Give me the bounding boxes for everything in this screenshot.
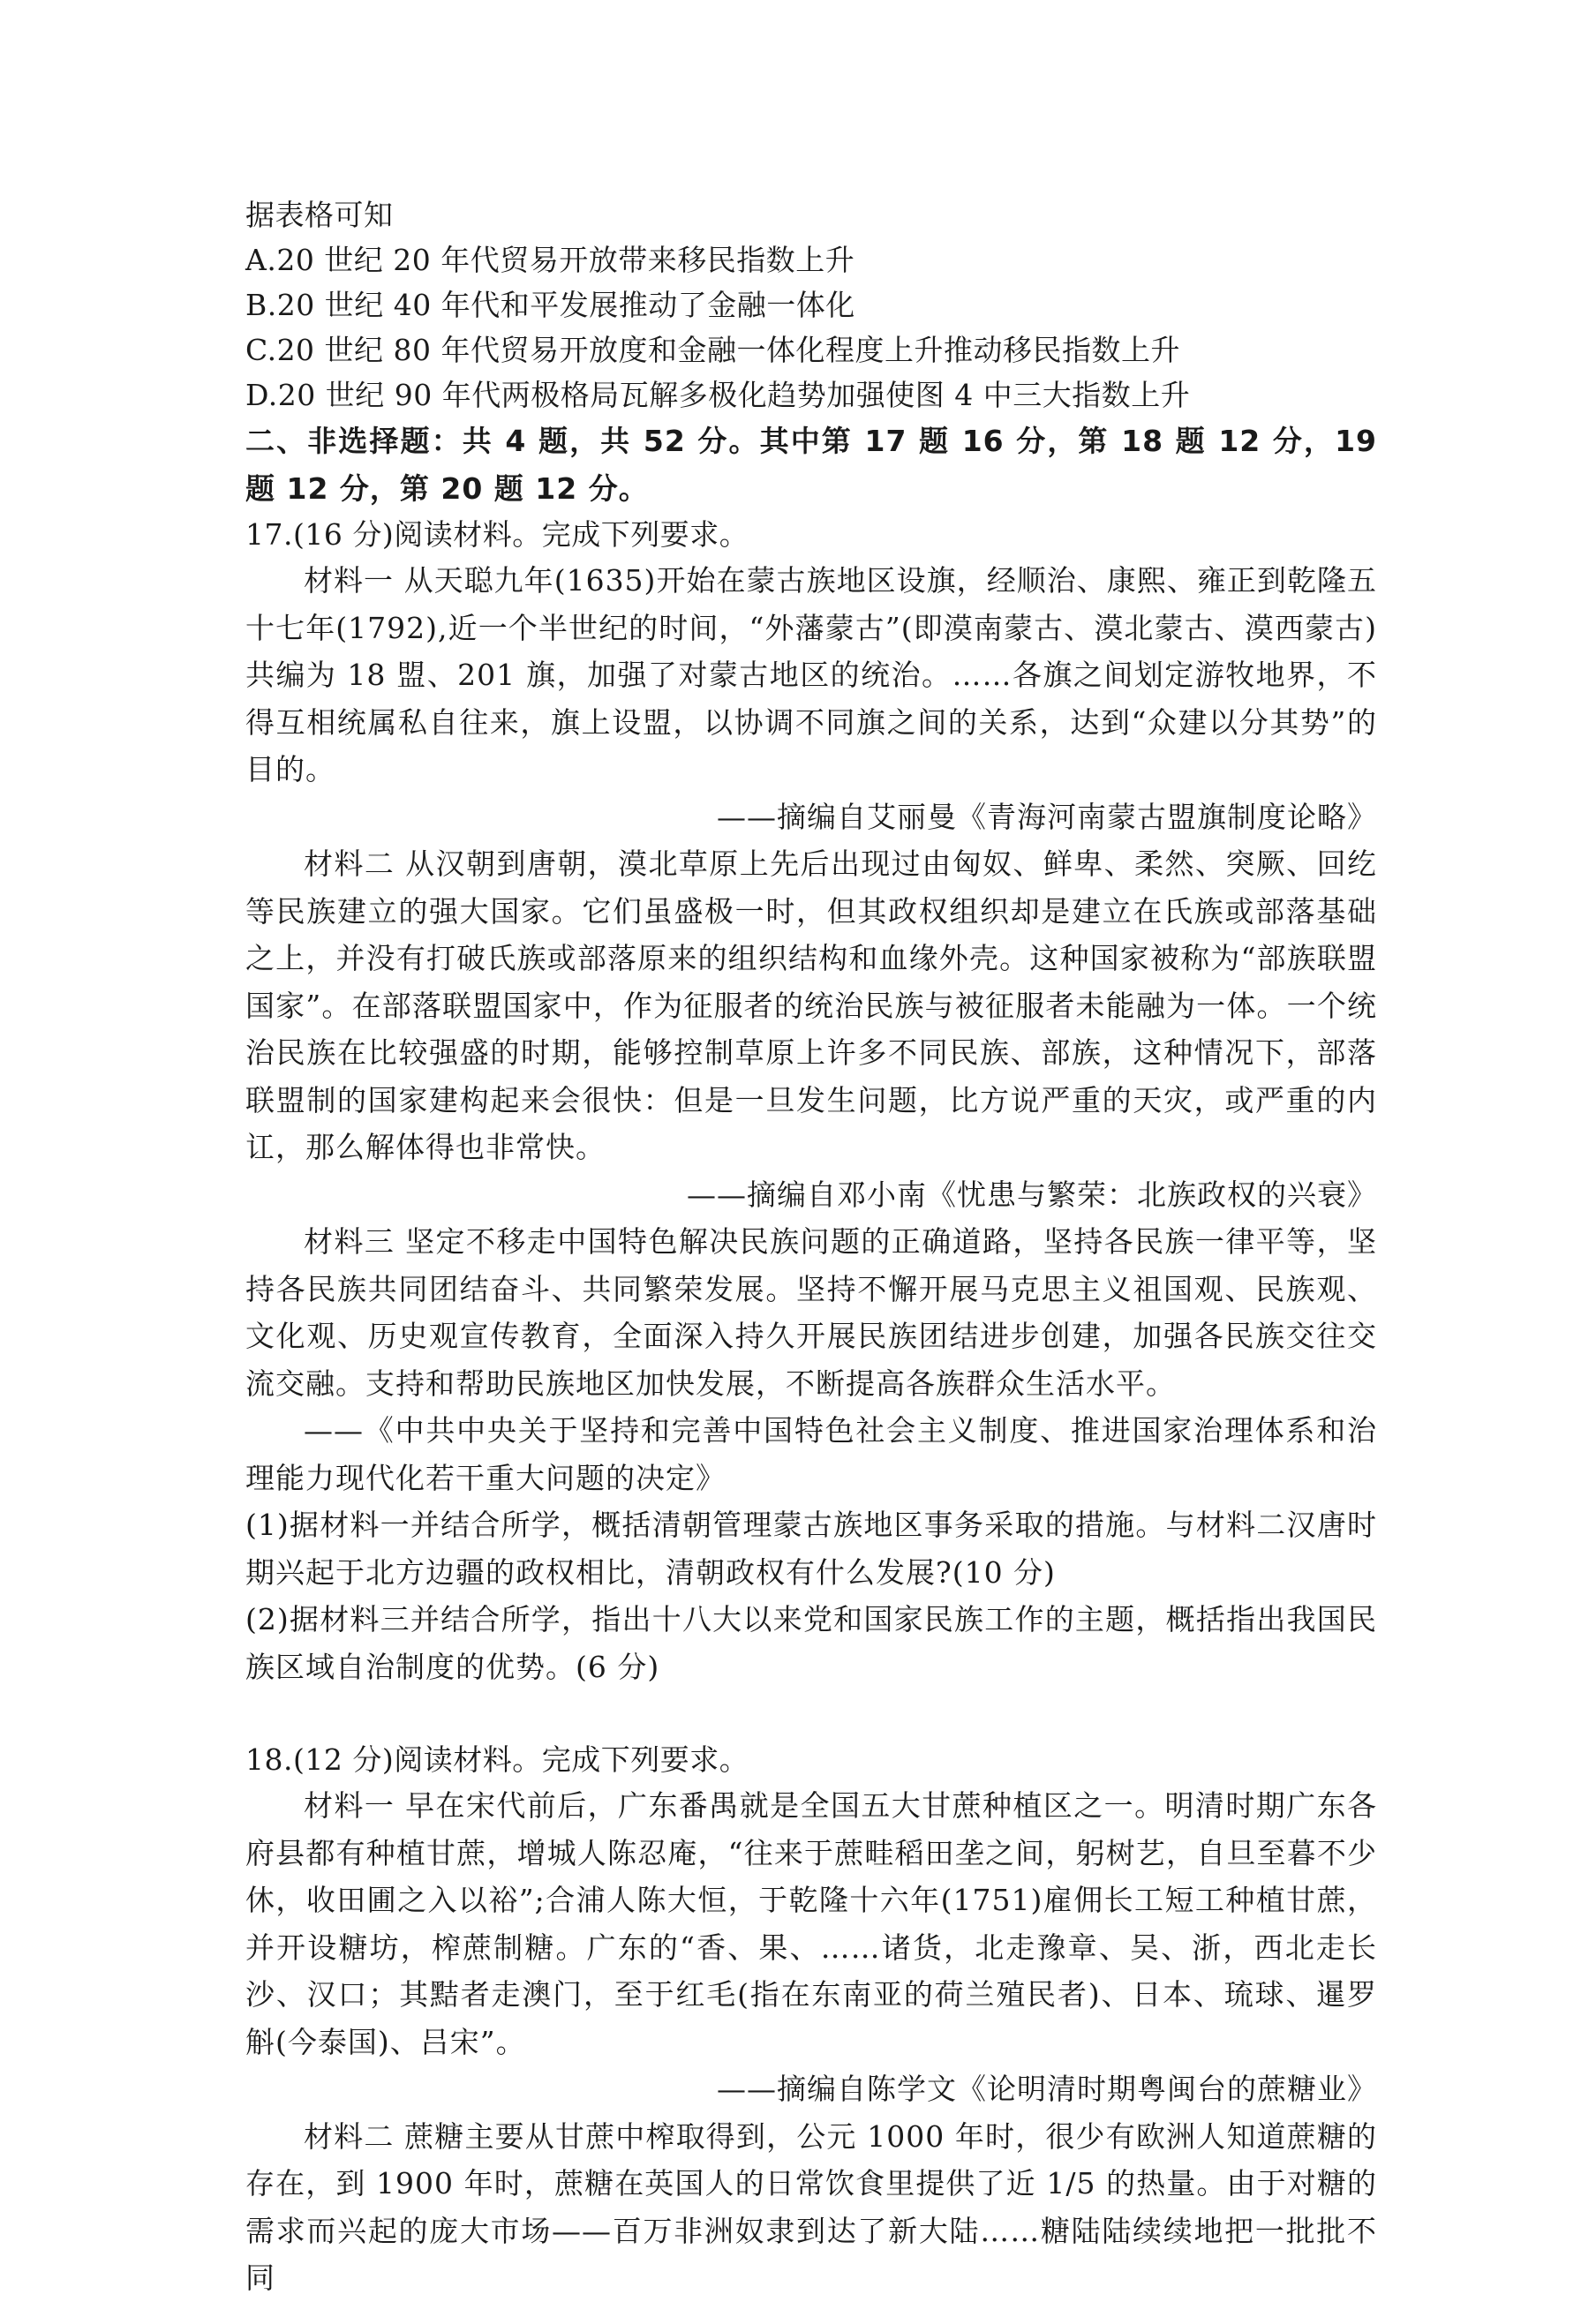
question-stem: 据表格可知 <box>245 198 394 232</box>
q17-material-3: 材料三 坚定不移走中国特色解决民族问题的正确道路，坚持各民族一律平等，坚持各民族共同团结奋斗、共同繁荣发展。坚持不懈开展马克思主义祖国观、民族观、文化观、历史观宣传教育，全面深入持久开展民族团结进步创建，加强各民族交往交流交融。支持和帮助民族地区加快发展，不断提高各族群众生活水平。 <box>245 1224 1377 1401</box>
exam-page <box>245 192 1377 2302</box>
option-a: A.20 世纪 20 年代贸易开放带来移民指数上升 <box>245 243 855 277</box>
q18-material-1: 材料一 早在宋代前后，广东番禺就是全国五大甘蔗种植区之一。明清时期广东各府县都有种植甘蔗，增城人陈忍庵，“往来于蔗畦稻田垄之间，躬树艺，自旦至暮不少休，收田圃之入以裕”;合浦人陈大恒，于乾隆十六年(1751)雇佣长工短工种植甘蔗，并开设糖坊，榨蔗制糖。广东的“香、果、……诸货，北走豫章、吴、浙，西北走长沙、汉口；其黠者走澳门，至于红毛(指在东南亚的荷兰殖民者)、日本、琉球、暹罗斛(今泰国)、吕宋”。 <box>245 1788 1377 2059</box>
section-heading: 二、非选择题：共 4 题，共 52 分。其中第 17 题 16 分，第 18 题 12 分，19 题 12 分，第 20 题 12 分。 <box>245 424 1377 506</box>
option-d: D.20 世纪 90 年代两极格局瓦解多极化趋势加强使图 4 中三大指数上升 <box>245 378 1191 412</box>
q17-material-2-source: ——摘编自邓小南《忧患与繁荣：北族政权的兴衰》 <box>687 1177 1377 1212</box>
option-b: B.20 世纪 40 年代和平发展推动了金融一体化 <box>245 288 855 322</box>
question-17-title: 17.(16 分)阅读材料。完成下列要求。 <box>245 517 749 552</box>
q18-material-2: 材料二 蔗糖主要从甘蔗中榨取得到，公元 1000 年时，很少有欧洲人知道蔗糖的存在，到 1900 年时，蔗糖在英国人的日常饮食里提供了近 1/5 的热量。由于对糖的需求而兴起的庞大市场——百万非洲奴隶到达了新大陆……糖陆陆续续地把一批批不同 <box>245 2118 1377 2295</box>
q17-subquestion-1: (1)据材料一并结合所学，概括清朝管理蒙古族地区事务采取的措施。与材料二汉唐时期兴起于北方边疆的政权相比，清朝政权有什么发展?(10 分) <box>245 1508 1377 1590</box>
spacer <box>245 1690 1377 1737</box>
q18-material-1-source: ——摘编自陈学文《论明清时期粤闽台的蔗糖业》 <box>717 2072 1377 2106</box>
question-18-title: 18.(12 分)阅读材料。完成下列要求。 <box>245 1742 749 1777</box>
q17-material-1: 材料一 从天聪九年(1635)开始在蒙古族地区设旗，经顺治、康熙、雍正到乾隆五十七年(1792),近一个半世纪的时间，“外藩蒙古”(即漠南蒙古、漠北蒙古、漠西蒙古)共编为 18 盟、201 旗，加强了对蒙古地区的统治。……各旗之间划定游牧地界，不得互相统属私自往来，旗上设盟，以协调不同旗之间的关系，达到“众建以分其势”的目的。 <box>245 563 1377 786</box>
q17-material-1-source: ——摘编自艾丽曼《青海河南蒙古盟旗制度论略》 <box>717 799 1377 834</box>
option-c: C.20 世纪 80 年代贸易开放度和金融一体化程度上升推动移民指数上升 <box>245 333 1181 367</box>
q17-material-3-source: ——《中共中央关于坚持和完善中国特色社会主义制度、推进国家治理体系和治理能力现代化若干重大问题的决定》 <box>245 1413 1377 1495</box>
q17-material-2: 材料二 从汉朝到唐朝，漠北草原上先后出现过由匈奴、鲜卑、柔然、突厥、回纥等民族建立的强大国家。它们虽盛极一时，但其政权组织却是建立在氏族或部落基础之上，并没有打破氏族或部落原来的组织结构和血缘外壳。这种国家被称为“部族联盟国家”。在部落联盟国家中，作为征服者的统治民族与被征服者未能融为一体。一个统治民族在比较强盛的时期，能够控制草原上许多不同民族、部族，这种情况下，部落联盟制的国家建构起来会很快：但是一旦发生问题，比方说严重的天灾，或严重的内讧，那么解体得也非常快。 <box>245 846 1377 1164</box>
q17-subquestion-2: (2)据材料三并结合所学，指出十八大以来党和国家民族工作的主题，概括指出我国民族区域自治制度的优势。(6 分) <box>245 1602 1377 1684</box>
